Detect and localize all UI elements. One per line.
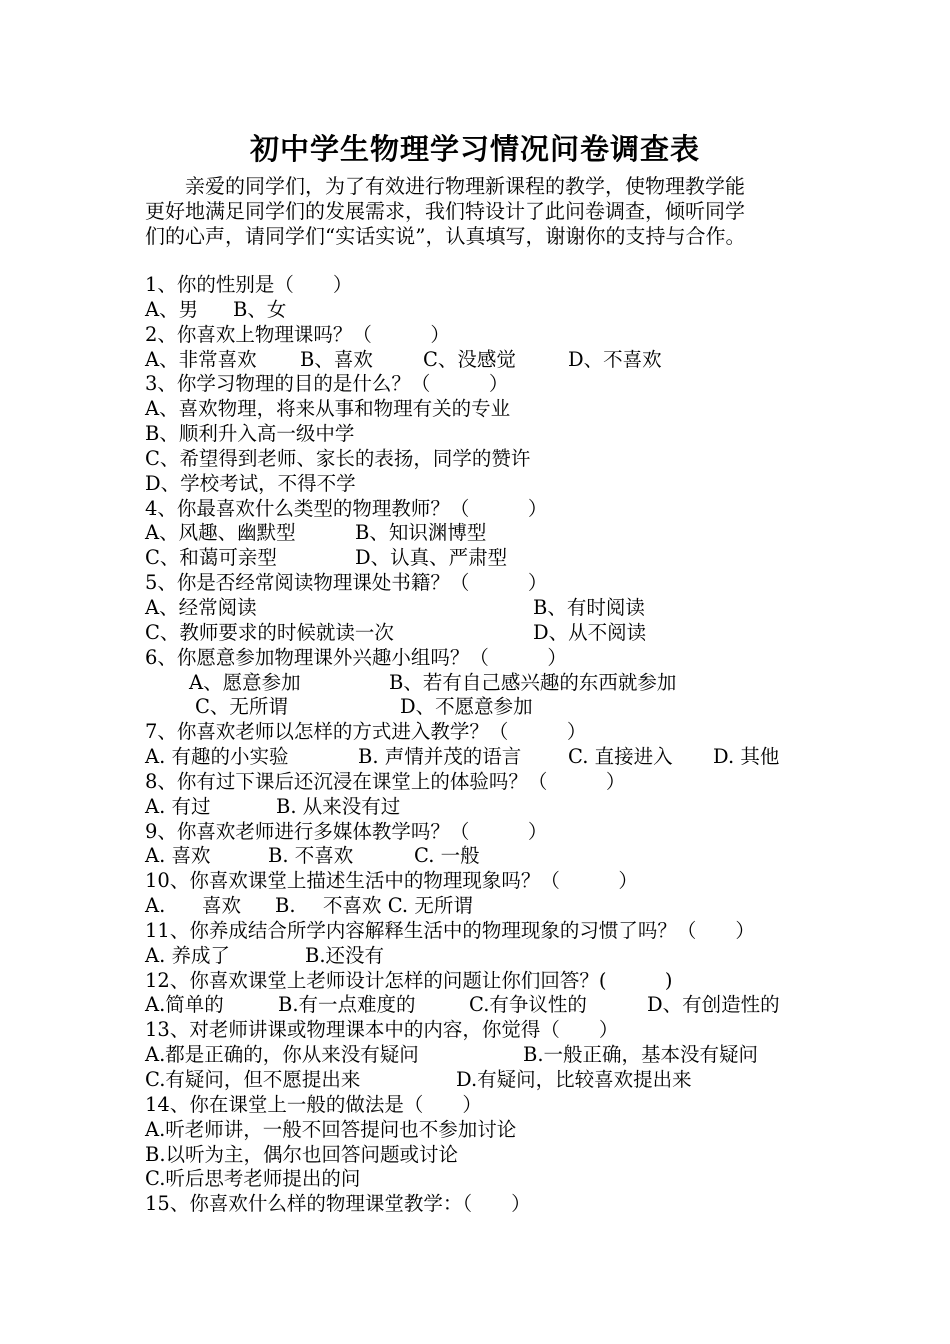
question-text: 15、你喜欢什么样的物理课堂教学：（ ）	[145, 1192, 531, 1216]
options-line	[145, 944, 825, 969]
question-line	[145, 919, 825, 944]
question-text: 11、你养成结合所学内容解释生活中的物理现象的习惯了吗？（ ）	[145, 918, 755, 942]
options-line	[145, 1068, 825, 1093]
question-line	[145, 770, 825, 795]
option-text: B、女	[233, 297, 287, 321]
option-text: A. 喜欢	[145, 844, 211, 868]
option-text: C、无所谓	[195, 695, 288, 719]
option-text: A.简单的	[145, 993, 224, 1017]
options-line	[145, 745, 825, 770]
option-text: D.有疑问，比较喜欢提出来	[456, 1068, 692, 1091]
question-list	[145, 273, 825, 1217]
options-line	[145, 795, 825, 820]
question-line	[145, 273, 825, 298]
question-text: 7、你喜欢老师以怎样的方式进入教学？（ ）	[145, 720, 587, 744]
question-line	[145, 372, 825, 397]
question-line	[145, 323, 825, 348]
question-text: 12、你喜欢课堂上老师设计怎样的问题让你们回答？( )	[145, 968, 673, 992]
options-line	[145, 844, 825, 869]
option-text: D. 其他	[713, 745, 780, 769]
option-text: A、风趣、幽默型	[145, 521, 296, 545]
option-text: C、和蔼可亲型	[145, 546, 277, 570]
options-line	[145, 993, 825, 1018]
options-line	[145, 1143, 825, 1168]
option-text: A、男	[145, 297, 199, 321]
options-line	[145, 1167, 825, 1192]
question-text: 3、你学习物理的目的是什么？（ ）	[145, 372, 509, 396]
question-line	[145, 1093, 825, 1118]
option-text: B、若有自己感兴趣的东西就参加	[389, 670, 677, 694]
option-text: C.听后思考老师提出的问	[145, 1167, 361, 1191]
question-text: 5、你是否经常阅读物理课处书籍？（ ）	[145, 571, 548, 595]
option-text: D、不喜欢	[568, 347, 662, 371]
option-text: A、喜欢物理，将来从事和物理有关的专业	[145, 397, 511, 421]
option-text: B、知识渊博型	[355, 521, 487, 545]
option-text: 不喜欢 C. 无所谓	[323, 894, 473, 918]
options-line	[145, 695, 825, 720]
option-text: C.有疑问，但不愿提出来	[145, 1068, 361, 1091]
options-line	[145, 546, 825, 571]
option-text: D、从不阅读	[533, 620, 647, 644]
options-line	[145, 472, 825, 497]
intro-line: 们的心声，请同学们“实话实说”，认真填写，谢谢你的支持与合作。	[145, 224, 746, 248]
question-line	[145, 497, 825, 522]
question-line	[145, 720, 825, 745]
option-text: A. 养成了	[145, 943, 230, 967]
intro-paragraph	[145, 174, 810, 249]
options-line	[145, 894, 825, 919]
option-text: D、认真、严肃型	[355, 546, 508, 570]
option-text: A、愿意参加	[189, 670, 301, 694]
options-line	[145, 596, 825, 621]
options-line	[145, 521, 825, 546]
question-line	[145, 869, 825, 894]
question-text: 13、对老师讲课或物理课本中的内容，你觉得（ ）	[145, 1018, 619, 1042]
options-line	[145, 422, 825, 447]
option-text: D、有创造性的	[647, 993, 780, 1017]
option-text: B、顺利升入高一级中学	[145, 422, 355, 446]
option-text: A. 有过	[145, 794, 211, 818]
option-text: C. 一般	[414, 844, 480, 868]
options-line	[145, 397, 825, 422]
option-text: A.都是正确的，你从来没有疑问	[145, 1043, 419, 1067]
option-text: A.听老师讲，一般不回答提问也不参加讨论	[145, 1117, 517, 1141]
option-text: A. 有趣的小实验	[145, 745, 289, 769]
option-text: B.有一点难度的	[278, 993, 416, 1017]
question-text: 9、你喜欢老师进行多媒体教学吗？（ ）	[145, 819, 548, 843]
options-line	[145, 298, 825, 323]
question-text: 14、你在课堂上一般的做法是（ ）	[145, 1092, 482, 1116]
options-line	[145, 1118, 825, 1143]
options-line	[145, 1043, 825, 1068]
question-text: 1、你的性别是（ ）	[145, 273, 353, 296]
question-text: 4、你最喜欢什么类型的物理教师？（ ）	[145, 496, 548, 520]
question-line	[145, 571, 825, 596]
option-text: B.一般正确，基本没有疑问	[523, 1043, 759, 1067]
option-text: B. 从来没有过	[276, 794, 401, 818]
page-title: 初中学生物理学习情况问卷调查表	[249, 132, 700, 166]
question-line	[145, 969, 825, 994]
option-text: C.有争议性的	[469, 993, 587, 1017]
options-line	[145, 348, 825, 373]
options-line	[145, 671, 825, 696]
option-text: C、教师要求的时候就读一次	[145, 620, 394, 644]
option-text: C. 直接进入	[568, 745, 673, 769]
question-line	[145, 820, 825, 845]
option-text: B.以听为主，偶尔也回答问题或讨论	[145, 1142, 459, 1166]
question-text: 2、你喜欢上物理课吗？（ ）	[145, 322, 450, 346]
option-text: A、经常阅读	[145, 595, 257, 619]
question-line	[145, 646, 825, 671]
question-text: 6、你愿意参加物理课外兴趣小组吗？（ ）	[145, 645, 567, 669]
option-text: C、希望得到老师、家长的表扬，同学的赞许	[145, 446, 531, 470]
question-line	[145, 1018, 825, 1043]
option-text: B. 声情并茂的语言	[358, 745, 522, 769]
options-line	[145, 447, 825, 472]
option-text: B. 不喜欢	[268, 844, 354, 868]
option-text: D、不愿意参加	[400, 695, 533, 719]
question-line	[145, 1192, 825, 1217]
intro-line: 亲爱的同学们，为了有效进行物理新课程的教学，使物理教学能	[145, 174, 745, 198]
option-text: B.	[275, 894, 296, 918]
option-text: B、喜欢	[300, 347, 373, 371]
option-text: C、没感觉	[423, 347, 516, 371]
option-text: B、有时阅读	[533, 595, 645, 619]
option-text: D、学校考试，不得不学	[145, 471, 356, 495]
option-text: A、非常喜欢	[145, 347, 257, 371]
option-text: 喜欢	[202, 894, 242, 918]
option-text: A.	[145, 894, 166, 918]
option-text: B.还没有	[305, 943, 385, 967]
question-text: 10、你喜欢课堂上描述生活中的物理现象吗？（ ）	[145, 869, 638, 893]
intro-line: 更好地满足同学们的发展需求，我们特设计了此问卷调查，倾听同学	[145, 199, 745, 223]
options-line	[145, 621, 825, 646]
question-text: 8、你有过下课后还沉浸在课堂上的体验吗？（ ）	[145, 769, 626, 793]
